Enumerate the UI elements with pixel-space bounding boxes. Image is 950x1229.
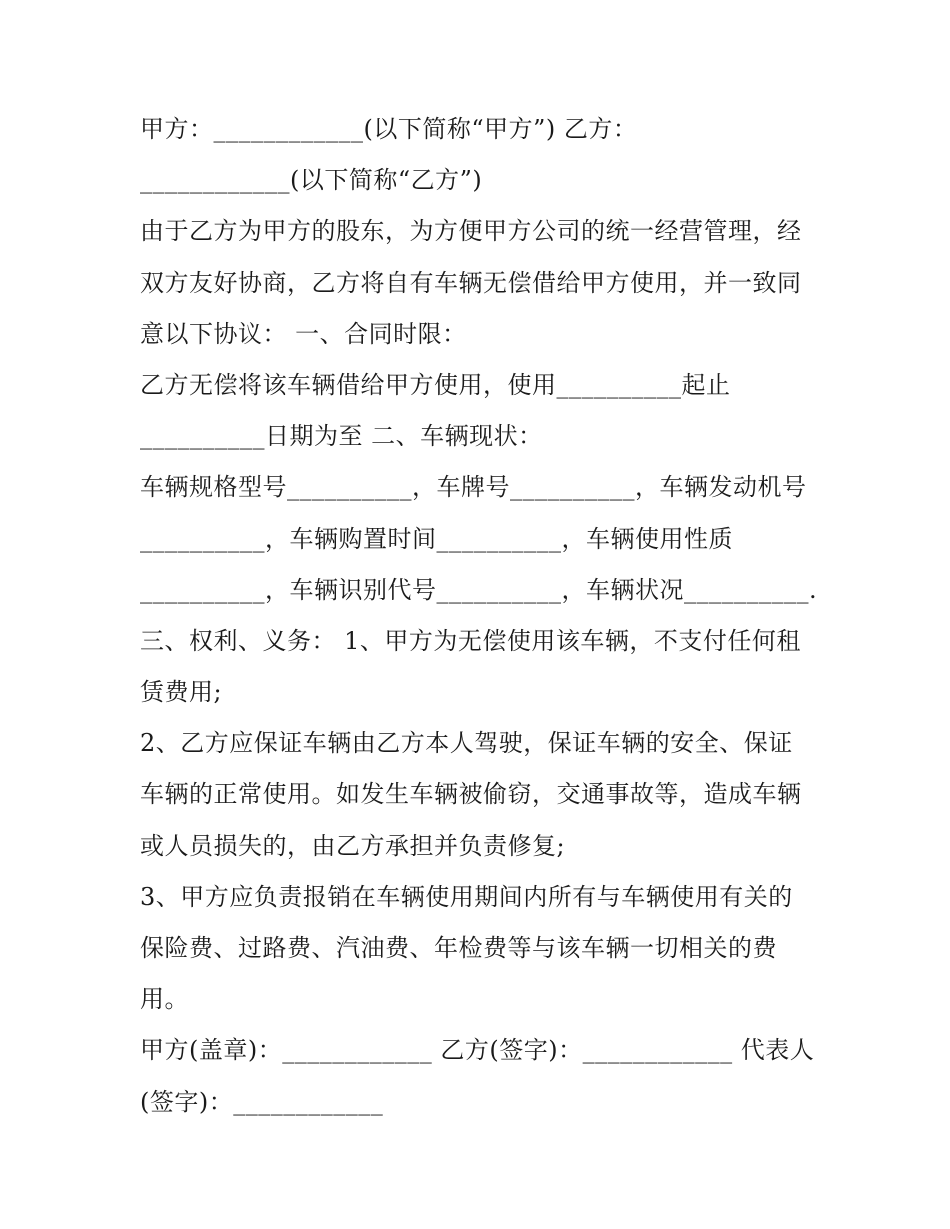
contract-body xyxy=(140,104,820,1128)
clause-3-line-2: 保险费、过路费、汽油费、年检费等与该车辆一切相关的费 xyxy=(140,934,777,962)
section-1-heading-line: 意以下协议： 一、合同时限： xyxy=(140,319,467,348)
preamble-line-2: 双方友好协商，乙方将自有车辆无偿借给甲方使用，并一致同 xyxy=(140,268,802,297)
rights-duties-line-1: 三、权利、义务： 1、甲方为无偿使用该车辆，不支付任何租 xyxy=(140,626,801,655)
party-a-line: 甲方：____________(以下简称“甲方”) 乙方： xyxy=(140,115,638,143)
clause-3-line-3: 用。 xyxy=(140,985,189,1014)
clause-2-line-2: 车辆的正常使用。如发生车辆被偷窃，交通事故等，造成车辆 xyxy=(140,780,802,809)
preamble-line-1: 由于乙方为甲方的股东，为方便甲方公司的统一经营管理，经 xyxy=(140,217,802,246)
clause-3-line-1: 3、甲方应负责报销在车辆使用期间内所有与车辆使用有关的 xyxy=(140,882,793,911)
vehicle-status-line-3: __________，车辆识别代号__________，车辆状况__________. xyxy=(140,575,818,604)
rights-duties-line-2: 赁费用; xyxy=(140,678,223,707)
clause-2-line-3: 或人员损失的，由乙方承担并负责修复; xyxy=(140,831,566,860)
vehicle-status-line-2: __________，车辆购置时间__________，车辆使用性质 xyxy=(140,524,733,553)
term-line-2: __________日期为至 二、车辆现状： xyxy=(140,422,543,451)
party-b-line: ____________(以下简称“乙方”) xyxy=(140,166,483,195)
term-line-1: 乙方无偿将该车辆借给甲方使用，使用__________起止 xyxy=(140,370,731,399)
clause-2-line-1: 2、乙方应保证车辆由乙方本人驾驶，保证车辆的安全、保证 xyxy=(140,729,793,758)
signature-line-1: 甲方(盖章)：____________ 乙方(签字)：____________ 代表人 xyxy=(140,1036,815,1065)
vehicle-status-line-1: 车辆规格型号__________，车牌号__________，车辆发动机号 xyxy=(140,473,807,502)
signature-line-2: (签字)：____________ xyxy=(140,1087,384,1116)
